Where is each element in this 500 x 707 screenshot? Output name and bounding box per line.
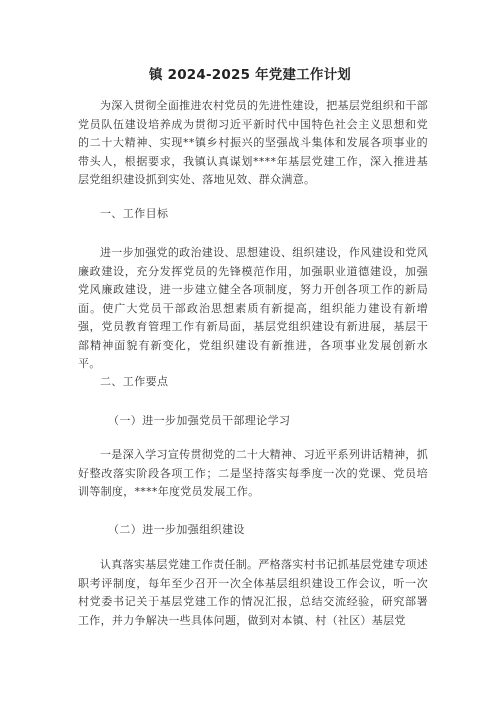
theory-study-paragraph: 一是深入学习宣传贯彻党的二十大精神、习近平系列讲话精神，抓好整改落实阶段各项工作；二是坚持落实每季度一次的党课、党员培训等制度，****年度党员发展工作。 [78, 448, 428, 498]
document-title: 镇 2024-2025 年党建工作计划 [149, 67, 351, 83]
subsection-heading-organization: （二）进一步加强组织建设 [108, 523, 245, 536]
section-heading-key-points: 二、工作要点 [100, 375, 169, 388]
section-heading-goals: 一、工作目标 [100, 207, 169, 220]
goals-paragraph: 进一步加强党的政治建设、思想建设、组织建设，作风建设和党风廉政建设，充分发挥党员的先锋模范作用，加强职业道德建设，加强党风廉政建设，进一步建立健全各项制度，努力开创各项工作的新局面。使广大党员干部政治思想素质有新提高，组织能力建设有新增强，党员教育管理工作有新局面，基层党组织建设有新进展，基层干部精神面貌有新变化，党组织建设有新推进，各项事业发展创新水平。 [78, 246, 428, 370]
subsection-heading-theory-study: （一）进一步加强党员干部理论学习 [108, 414, 291, 427]
organization-paragraph: 认真落实基层党建工作责任制。严格落实村书记抓基层党建专项述职考评制度，每年至少召开一次全体基层组织建设工作会议，听一次村党委书记关于基层党建工作的情况汇报，总结交流经验，研究部署工作，并力争解决一些具体问题，做到对本镇、村（社区）基层党 [78, 558, 428, 627]
intro-paragraph: 为深入贯彻全面推进农村党员的先进性建设，把基层党组织和干部党员队伍建设培养成为贯彻习近平新时代中国特色社会主义思想和党的二十大精神、实现**镇乡村振兴的坚强战斗集体和发展各项事业的带头人，根据要求，我镇认真谋划****年基层党建工作，深入推进基层党组织建设抓到实处、落地见效、群众满意。 [78, 99, 428, 186]
